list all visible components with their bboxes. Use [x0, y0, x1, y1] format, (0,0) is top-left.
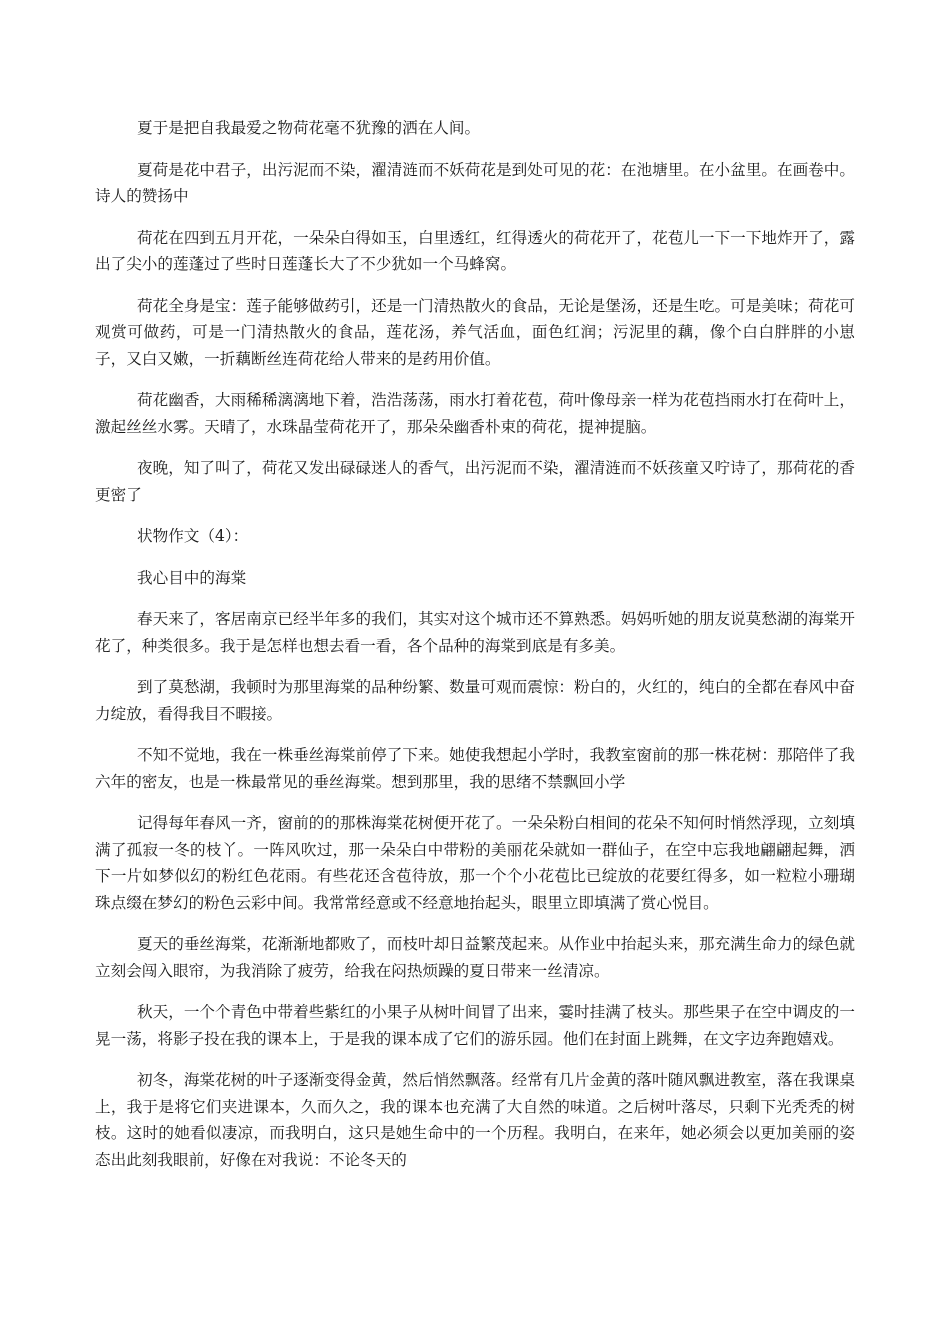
paragraph: 夏于是把自我最爱之物荷花毫不犹豫的洒在人间。 [137, 119, 481, 137]
paragraph: 荷花全身是宝：莲子能够做药引，还是一门清热散火的食品，无论是堡汤，还是生吃。可是美味；荷花可观赏可做药，可是一门清热散火的食品，莲花汤，养气活血，面色红润；污泥里的藕，像个白白胖胖的小崽子，又白又嫩，一折藕断丝连荷花给人带来的是药用价值。 [95, 296, 855, 368]
paragraph: 初冬，海棠花树的叶子逐渐变得金黄，然后悄然飘落。经常有几片金黄的落叶随风飘进教室，落在我课桌上，我于是将它们夹进课本，久而久之，我的课本也充满了大自然的味道。之后树叶落尽，只剩下光秃秃的树枝。这时的她看似凄凉，而我明白，这只是她生命中的一个历程。我明白，在来年，她必须会以更加美丽的姿态出此刻我眼前，好像在对我说：不论冬天的 [95, 1071, 855, 1169]
essay-title: 我心目中的海棠 [137, 568, 247, 587]
paragraph: 记得每年春风一齐，窗前的的那株海棠花树便开花了。一朵朵粉白相间的花朵不知何时悄然浮现，立刻填满了孤寂一冬的枝丫。一阵风吹过，那一朵朵白中带粉的美丽花朵就如一群仙子，在空中忘我地翩翩起舞，洒下一片如梦似幻的粉红色花雨。有些花还含苞待放，那一个个小花苞比已绽放的花要红得多，如一粒粒小珊瑚珠点缀在梦幻的粉色云彩中间。我常常经意或不经意地抬起头，眼里立即填满了赏心悦目。 [95, 814, 855, 912]
paragraph: 夜晚，知了叫了，荷花又发出碌碌迷人的香气，出污泥而不染，濯清涟而不妖孩童又咛诗了，那荷花的香更密了 [95, 459, 855, 504]
paragraph: 夏荷是花中君子，出污泥而不染，濯清涟而不妖荷花是到处可见的花：在池塘里。在小盆里。在画卷中。诗人的赞扬中 [95, 160, 855, 205]
paragraph: 不知不觉地，我在一株垂丝海棠前停了下来。她使我想起小学时，我教室窗前的那一株花树：那陪伴了我六年的密友，也是一株最常见的垂丝海棠。想到那里，我的思绪不禁飘回小学 [95, 746, 855, 791]
paragraph: 到了莫愁湖，我顿时为那里海棠的品种纷繁、数量可观而震惊：粉白的，火红的，纯白的全都在春风中奋力绽放，看得我目不暇接。 [95, 678, 855, 723]
paragraph: 荷花在四到五月开花，一朵朵白得如玉，白里透红，红得透火的荷花开了，花苞儿一下一下地炸开了，露出了尖小的莲蓬过了些时日莲蓬长大了不少犹如一个马蜂窝。 [95, 228, 855, 273]
section-heading: 状物作文（4）： [137, 527, 249, 545]
paragraph: 秋天，一个个青色中带着些紫红的小果子从树叶间冒了出来，霎时挂满了枝头。那些果子在空中调皮的一晃一荡，将影子投在我的课本上，于是我的课本成了它们的游乐园。他们在封面上跳舞，在文字边奔跑嬉戏。 [95, 1003, 855, 1048]
paragraph: 荷花幽香，大雨稀稀漓漓地下着，浩浩荡荡，雨水打着花苞，荷叶像母亲一样为花苞挡雨水打在荷叶上，激起丝丝水雾。天晴了，水珠晶莹荷花开了，那朵朵幽香朴束的荷花，提神提脑。 [95, 391, 855, 436]
document-body [95, 115, 855, 1188]
paragraph: 春天来了，客居南京已经半年多的我们，其实对这个城市还不算熟悉。妈妈听她的朋友说莫愁湖的海棠开花了，种类很多。我于是怎样也想去看一看，各个品种的海棠到底是有多美。 [95, 610, 855, 655]
paragraph: 夏天的垂丝海棠，花渐渐地都败了，而枝叶却日益繁茂起来。从作业中抬起头来，那充满生命力的绿色就立刻会闯入眼帘，为我消除了疲劳，给我在闷热烦躁的夏日带来一丝清凉。 [95, 935, 855, 980]
